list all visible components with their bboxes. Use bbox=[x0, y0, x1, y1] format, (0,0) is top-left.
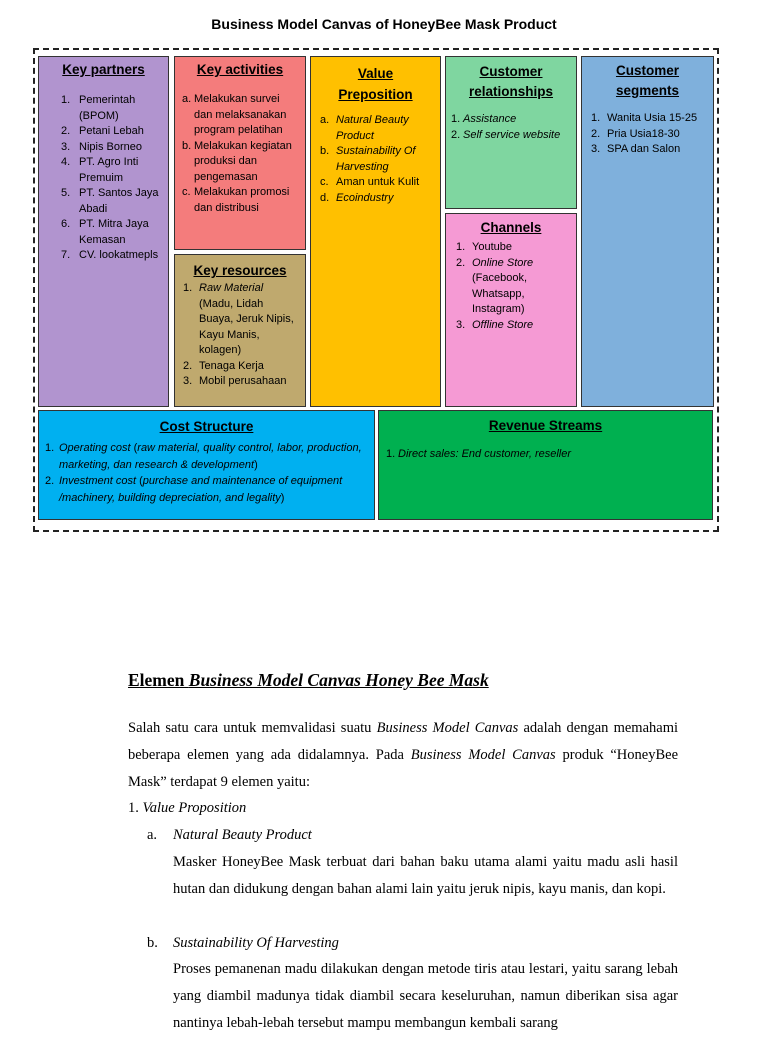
list-item-text: CV. lookatmepls bbox=[79, 249, 159, 261]
sub-b-title: Sustainability Of Harvesting bbox=[173, 935, 339, 951]
sub-a-heading bbox=[147, 822, 697, 849]
list-item bbox=[456, 318, 570, 334]
list-marker: 1. bbox=[386, 448, 396, 460]
list-item-text: PT. Agro Inti Premuim bbox=[79, 156, 139, 184]
list-marker: 7. bbox=[61, 249, 71, 261]
key-resources-box bbox=[174, 254, 306, 407]
customer-relationships-title-line1: Customer bbox=[479, 64, 543, 79]
canvas-title: Business Model Canvas of HoneyBee Mask Product bbox=[211, 16, 557, 32]
key-resources-list bbox=[183, 281, 299, 390]
customer-segments-title bbox=[582, 61, 713, 101]
sub-a-text: Masker HoneyBee Mask terbuat dari bahan baku utama alami yaitu madu asli hasil hutan dan didukung dengan bahan alami lain yaitu jeruk nipis, kayu manis, dan kopi. bbox=[173, 854, 678, 897]
list-marker: 3. bbox=[456, 318, 466, 331]
list-item-text: Sustainability Of Harvesting bbox=[336, 145, 416, 173]
intro-paragraph bbox=[128, 715, 678, 796]
revenue-streams-title: Revenue Streams bbox=[488, 418, 603, 433]
document-heading-plain: Elemen bbox=[128, 670, 189, 690]
paren-close: ) bbox=[280, 491, 285, 504]
customer-relationships-title-line2: relationships bbox=[468, 84, 554, 99]
list-marker: a. bbox=[320, 114, 330, 126]
list-item-text: Wanita Usia 15-25 bbox=[607, 112, 698, 124]
list-item bbox=[183, 359, 299, 375]
list-item-text: Self service website bbox=[463, 128, 561, 141]
cost-type: Operating cost bbox=[59, 442, 131, 454]
list-item-text: Assistance bbox=[463, 113, 517, 125]
list-item bbox=[591, 142, 709, 158]
cost-item bbox=[45, 440, 366, 473]
list-marker: c. bbox=[320, 176, 329, 188]
list-marker: a. bbox=[182, 93, 192, 105]
list-item bbox=[320, 191, 434, 207]
list-item-text: Melakukan kegiatan produksi dan pengemasan bbox=[194, 139, 292, 183]
list-marker: 1. bbox=[451, 113, 461, 125]
list-item-text: Natural Beauty Product bbox=[336, 114, 409, 142]
list-item bbox=[183, 281, 299, 359]
list-marker: 4. bbox=[61, 156, 71, 168]
customer-relationships-title bbox=[446, 62, 576, 102]
list-marker: d. bbox=[320, 191, 330, 204]
list-marker: 1. bbox=[183, 282, 193, 294]
value-proposition-title-line2: Preposition bbox=[338, 87, 413, 102]
list-item-text: Offline Store bbox=[472, 318, 534, 331]
list-marker: 2. bbox=[61, 125, 71, 137]
list-marker: 1. bbox=[456, 241, 466, 253]
list-marker: 1. bbox=[591, 112, 601, 124]
list-item bbox=[320, 113, 434, 144]
list-item bbox=[61, 140, 160, 156]
list-item bbox=[61, 155, 160, 186]
list-item-text: PT. Mitra Jaya Kemasan bbox=[79, 218, 149, 246]
revenue-streams-list bbox=[386, 447, 706, 463]
cost-detail: raw material, quality control, labor, production, marketing, dan research & development bbox=[59, 442, 362, 471]
list-item bbox=[591, 127, 709, 143]
list-item bbox=[451, 128, 572, 144]
customer-segments-box bbox=[581, 56, 714, 407]
list-item-detail: (Madu, Lidah Buaya, Jeruk Nipis, Kayu Manis, kolagen) bbox=[199, 297, 294, 356]
key-partners-title: Key partners bbox=[62, 62, 145, 77]
customer-relationships-list bbox=[451, 112, 572, 143]
list-item-text: Melakukan promosi dan distribusi bbox=[194, 186, 290, 214]
key-activities-title: Key activities bbox=[196, 62, 284, 77]
list-item bbox=[182, 139, 297, 186]
list-item-text: Mobil perusahaan bbox=[199, 375, 287, 387]
list-item-text: Nipis Borneo bbox=[79, 140, 142, 153]
cost-structure-list bbox=[45, 440, 366, 506]
value-proposition-title bbox=[311, 63, 440, 105]
list-item bbox=[386, 447, 706, 463]
list-item bbox=[320, 175, 434, 191]
document-heading bbox=[128, 670, 489, 691]
list-item-text: Raw Material bbox=[199, 282, 264, 294]
value-proposition-title-line1: Value bbox=[357, 66, 394, 81]
list-marker: b. bbox=[182, 139, 192, 152]
channels-list bbox=[456, 240, 570, 333]
list-marker: 1. bbox=[61, 94, 71, 106]
key-resources-title: Key resources bbox=[193, 263, 287, 278]
list-marker: 2. bbox=[591, 127, 601, 140]
list-item bbox=[182, 185, 297, 216]
revenue-streams-box bbox=[378, 410, 713, 520]
list-item bbox=[320, 144, 434, 175]
list-marker: 5. bbox=[61, 187, 71, 199]
paren-open: ( bbox=[130, 442, 138, 454]
list-marker: 6. bbox=[61, 218, 71, 230]
list-marker: 2. bbox=[183, 359, 193, 372]
sub-b-text: Proses pemanenan madu dilakukan dengan metode tiris atau lestari, yaitu sarang lebah yang diambil madunya tidak diambil secara keseluruhan, namun diberikan sisa agar nantinya lebah-lebah tersebut mampu membangun kembali sarang bbox=[173, 961, 678, 1031]
paragraph-segment: Salah satu cara untuk memvalidasi suatu bbox=[128, 720, 377, 736]
paragraph-italic-segment: Business Model Canvas bbox=[376, 720, 519, 736]
paragraph-segment: produk “HoneyBee Mask” terdapat 9 elemen yaitu: bbox=[128, 747, 679, 790]
cost-type: Investment cost bbox=[59, 475, 137, 487]
list-item-text: Ecoindustry bbox=[336, 191, 394, 204]
list-marker: 2. bbox=[456, 256, 466, 269]
list-item bbox=[456, 256, 570, 318]
list-item bbox=[61, 186, 160, 217]
list-item-text: Online Store bbox=[472, 256, 534, 269]
section-1-heading bbox=[128, 795, 678, 822]
list-item-text: Aman untuk Kulit bbox=[336, 176, 420, 188]
list-marker: 1. bbox=[45, 442, 55, 454]
list-item-text: Petani Lebah bbox=[79, 125, 144, 137]
list-item bbox=[61, 248, 160, 264]
list-item-text: Direct sales: End customer, reseller bbox=[398, 448, 572, 460]
document-heading-italic: Business Model Canvas Honey Bee Mask bbox=[188, 670, 489, 690]
list-item bbox=[591, 111, 709, 127]
list-marker: b. bbox=[320, 145, 330, 157]
list-item bbox=[61, 217, 160, 248]
sub-b-heading bbox=[147, 930, 697, 957]
list-item-detail: (Facebook, Whatsapp, Instagram) bbox=[472, 272, 528, 315]
list-item bbox=[182, 92, 297, 139]
list-item bbox=[61, 124, 160, 140]
list-marker: 3. bbox=[183, 375, 193, 387]
key-partners-list bbox=[61, 93, 160, 264]
list-item-text: SPA dan Salon bbox=[607, 143, 681, 155]
key-partners-box bbox=[38, 56, 169, 407]
paren-open: ( bbox=[136, 475, 143, 487]
cost-structure-box bbox=[38, 410, 375, 520]
value-proposition-list bbox=[320, 113, 434, 206]
list-item bbox=[183, 374, 299, 390]
sub-b-mark: b. bbox=[147, 935, 158, 951]
list-item-text: Melakukan survei dan melaksanakan program pelatihan bbox=[194, 93, 287, 136]
list-item bbox=[61, 93, 160, 124]
customer-segments-title-line1: Customer bbox=[615, 63, 679, 78]
cost-item bbox=[45, 473, 366, 506]
paragraph-segment: adalah dengan memahami beberapa elemen yang ada didalamnya. Pada bbox=[128, 720, 679, 763]
channels-box bbox=[445, 213, 577, 407]
list-marker: 3. bbox=[61, 140, 71, 153]
list-marker: 3. bbox=[591, 143, 601, 155]
list-item-text: PT. Santos Jaya Abadi bbox=[79, 187, 159, 215]
list-item bbox=[456, 240, 570, 256]
list-item-text: Pemerintah (BPOM) bbox=[79, 94, 136, 122]
section-1-number: 1. bbox=[128, 800, 139, 816]
list-item-text: Youtube bbox=[472, 241, 512, 253]
list-marker: 2. bbox=[45, 475, 55, 487]
list-marker: 2. bbox=[451, 128, 461, 141]
sub-a-mark: a. bbox=[147, 827, 158, 843]
channels-title: Channels bbox=[480, 220, 542, 235]
customer-segments-list bbox=[591, 111, 709, 158]
customer-relationships-box bbox=[445, 56, 577, 209]
list-item-text: Tenaga Kerja bbox=[199, 359, 264, 372]
section-1-title: Value Proposition bbox=[142, 800, 247, 816]
paragraph-italic-segment: Business Model Canvas bbox=[410, 747, 556, 763]
list-item-text: Pria Usia18-30 bbox=[607, 127, 680, 140]
cost-structure-title: Cost Structure bbox=[159, 419, 254, 434]
list-item bbox=[451, 112, 572, 128]
value-proposition-box bbox=[310, 56, 441, 407]
key-activities-list bbox=[182, 92, 297, 216]
paren-close: ) bbox=[254, 458, 258, 471]
key-activities-box bbox=[174, 56, 306, 250]
cost-detail: purchase and maintenance of equipment /machinery, building depreciation, and legality bbox=[59, 475, 343, 504]
customer-segments-title-line2: segments bbox=[615, 83, 680, 98]
sub-a-title: Natural Beauty Product bbox=[173, 827, 312, 843]
list-marker: c. bbox=[182, 186, 191, 198]
